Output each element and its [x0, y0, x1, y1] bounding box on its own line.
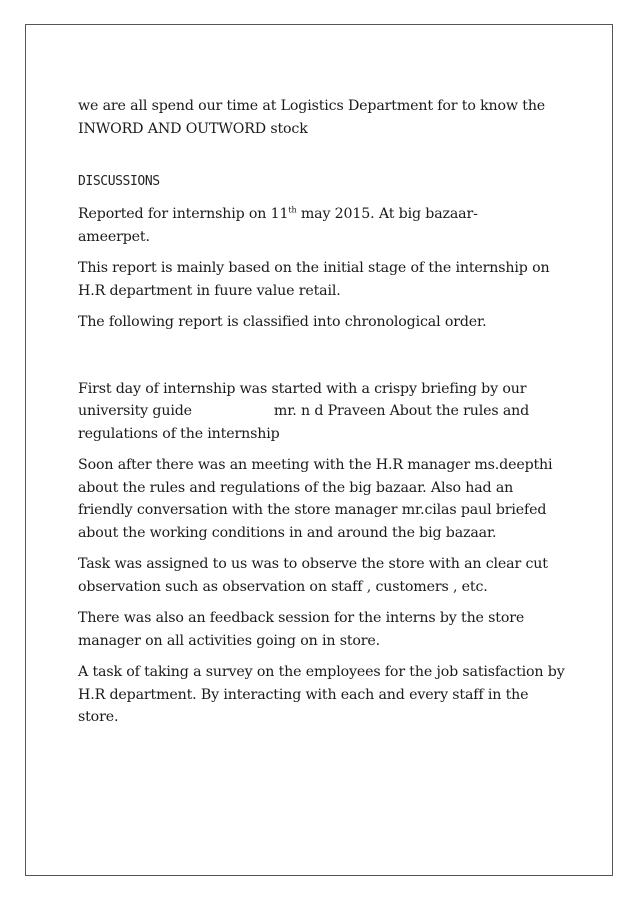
- reported-text-start: Reported for internship on 11: [78, 206, 289, 222]
- report-basis-paragraph: This report is mainly based on the initial stage of the internship on H.R department in fuure value retail.: [78, 260, 550, 299]
- reported-paragraph: [78, 203, 568, 248]
- first-day-text-end: mr. n d Praveen About the rules and regulations of the internship: [78, 403, 530, 442]
- intro-paragraph: [78, 95, 568, 140]
- first-day-paragraph: [78, 378, 568, 446]
- feedback-paragraph: There was also an feedback session for the interns by the store manager on all activities going on in store.: [78, 610, 525, 649]
- spacer: [78, 343, 568, 378]
- section-heading: DISCUSSIONS: [78, 174, 160, 189]
- survey-paragraph: A task of taking a survey on the employees for the job satisfaction by H.R department. By interacting with each and every staff in the store.: [78, 664, 565, 725]
- document-body: [78, 95, 568, 738]
- reported-text-end: may 2015. At big bazaar-: [296, 206, 478, 222]
- first-day-text-start: First day of internship was started with a crispy briefing by our university guide: [78, 380, 527, 419]
- ordinal-suffix: th: [288, 205, 297, 215]
- intro-line-1: we are all spend our time at Logistics Department for to know the: [78, 98, 546, 114]
- meeting-paragraph: Soon after there was an meeting with the H.R manager ms.deepthi about the rules and regulations of the big bazaar. Also had an friendly conversation with the store manager mr.cilas paul briefed about the working conditions in and around the big bazaar.: [78, 457, 553, 541]
- task-paragraph: Task was assigned to us was to observe the store with an clear cut observation such as observation on staff , customers , etc.: [78, 556, 548, 595]
- chronological-paragraph: The following report is classified into chronological order.: [78, 314, 487, 330]
- intro-line-2: INWORD AND OUTWORD stock: [78, 120, 308, 137]
- reported-text-line-2: ameerpet.: [78, 228, 150, 245]
